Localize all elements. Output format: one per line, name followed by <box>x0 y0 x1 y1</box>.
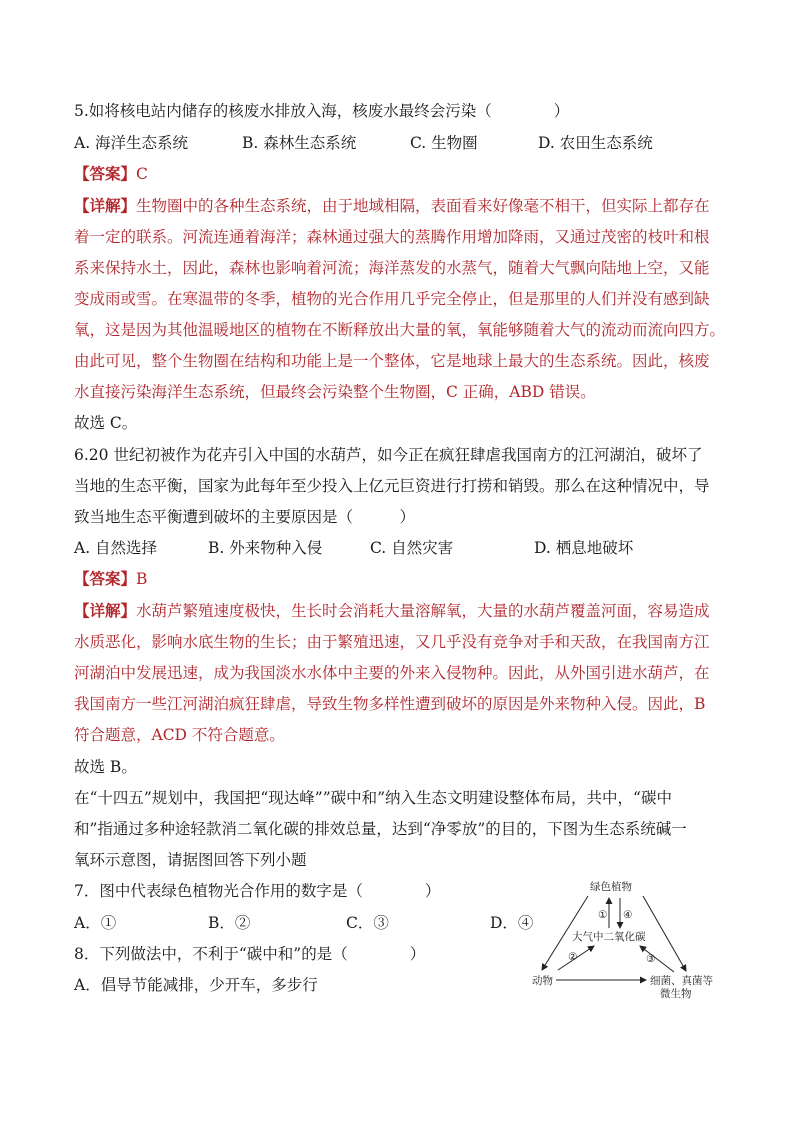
q7-choices <box>74 912 533 934</box>
diagram-label-co2: 大气中二氧化碳 <box>572 931 646 943</box>
q5-stem: 5.如将核电站内储存的核废水排放入海，核废水最终会污染（ ） <box>74 102 570 120</box>
q5-choice-d: D. 农田生态系统 <box>538 134 653 152</box>
q6-detail-line-2: 水质恶化，影响水底生物的生长；由于繁殖迅速，又几乎没有竞争对手和天敌，在我国南方江 <box>74 633 710 651</box>
q6-detail-line-1 <box>74 600 710 622</box>
q6-stem-line-2: 当地的生态平衡，国家为此每年至少投入上亿元巨资进行打捞和销毁。那么在这种情况中，导 <box>74 477 710 495</box>
answer-tag: 【答案】 <box>74 569 137 588</box>
q6-choice-a: A. 自然选择 <box>74 539 158 557</box>
q5-choice-b: B. 森林生态系统 <box>242 134 357 152</box>
q6-stem-line-3: 致当地生态平衡遭到破坏的主要原因是（ ） <box>74 508 416 526</box>
q6-stem-line-1: 6.20 世纪初被作为花卉引入中国的水葫芦，如今正在疯狂肆虐我国南方的江河湖泊，破坏了 <box>74 446 703 464</box>
q7-choice-c: C．③ <box>346 914 389 932</box>
diagram-num-2: ② <box>568 951 578 963</box>
q5-conclusion: 故选 C。 <box>74 414 138 432</box>
q6-detail-line-4: 我国南方一些江河湖泊疯狂肆虐，导致生物多样性遭到破坏的原因是外来物种入侵。因此，B <box>74 695 706 713</box>
detail-text: 生物圈中的各种生态系统，由于地域相隔，表面看来好像毫不相干，但实际上都存在 <box>136 197 710 215</box>
q6-choices <box>74 537 633 559</box>
intro-line-3: 氧环示意图，请据图回答下列小题 <box>74 851 307 869</box>
q6-choice-c: C. 自然灾害 <box>370 539 454 557</box>
q5-detail-line-7: 水直接污染海洋生态系统，但最终会污染整个生物圈，C 正确，ABD 错误。 <box>74 383 596 401</box>
q5-detail-line-5: 氧，这是因为其他温暖地区的植物在不断释放出大量的氧，氧能够随着大气的流动而流向四方。 <box>74 321 726 339</box>
q5-detail-line-6: 由此可见，整个生物圈在结构和功能上是一个整体，它是地球上最大的生态系统。因此，核废 <box>74 352 710 370</box>
q6-choice-b: B. 外来物种入侵 <box>208 539 323 557</box>
q7-stem: 7．图中代表绿色植物光合作用的数字是（ ） <box>74 882 441 900</box>
diagram-label-microbe-1: 细菌、真菌等 <box>650 975 713 987</box>
diagram-label-microbe-2: 微生物 <box>660 988 692 1000</box>
answer-tag: 【答案】 <box>74 164 137 183</box>
q5-detail-line-4: 变成雨或雪。在寒温带的冬季，植物的光合作用几乎完全停止，但是那里的人们并没有感到缺 <box>74 290 710 308</box>
answer-value: B <box>136 570 148 588</box>
diagram-label-plant: 绿色植物 <box>590 881 632 893</box>
q8-choice-a: A．倡导节能减排，少开车，多步行 <box>74 976 318 994</box>
q5-detail-line-3: 系来保持水土，因此，森林也影响着河流；海洋蒸发的水蒸气，随着大气飘向陆地上空，又能 <box>74 259 710 277</box>
intro-line-2: 和”指通过多种途轻款消二氧化碳的排效总量，达到“净零放”的目的，下图为生态系统碱一 <box>74 820 687 838</box>
q6-choice-d: D. 栖息地破坏 <box>534 539 634 557</box>
q6-detail-line-5: 符合题意，ACD 不符合题意。 <box>74 726 285 744</box>
q7-choice-a: A．① <box>74 914 117 932</box>
answer-value: C <box>136 165 148 183</box>
q7-choice-b: B．② <box>208 914 251 932</box>
detail-text: 水葫芦繁殖速度极快，生长时会消耗大量溶解氧，大量的水葫芦覆盖河面，容易造成 <box>136 602 710 620</box>
detail-tag: 【详解】 <box>74 601 137 620</box>
q6-answer <box>74 568 147 590</box>
diagram-label-animal: 动物 <box>532 975 553 987</box>
diagram-num-3: ③ <box>646 953 656 965</box>
q5-detail-line-2: 着一定的联系。河流连通着海洋；森林通过强大的蒸腾作用增加降雨，又通过茂密的枝叶和根 <box>74 228 710 246</box>
carbon-cycle-diagram <box>528 876 738 1006</box>
q6-detail-line-3: 河湖泊中发展迅速，成为我国淡水水体中主要的外来入侵物种。因此，从外国引进水葫芦，在 <box>74 664 710 682</box>
q5-detail-line-1 <box>74 195 710 217</box>
q7-choice-d: D．④ <box>490 914 534 932</box>
diagram-num-1: ① <box>598 909 608 921</box>
q5-choice-c: C. 生物圈 <box>410 134 478 152</box>
detail-tag: 【详解】 <box>74 196 137 215</box>
intro-line-1: 在“十四五”规划中，我国把“现达峰””碳中和”纳入生态文明建设整体布局，共中，“碳中 <box>74 789 672 807</box>
q5-answer <box>74 163 148 185</box>
q5-choice-a: A. 海洋生态系统 <box>74 134 189 152</box>
diagram-num-4: ④ <box>623 909 633 921</box>
q6-conclusion: 故选 B。 <box>74 758 137 776</box>
q8-stem: 8．下列做法中，不利于“碳中和”的是（ ） <box>74 945 426 963</box>
q5-choices <box>74 132 653 154</box>
